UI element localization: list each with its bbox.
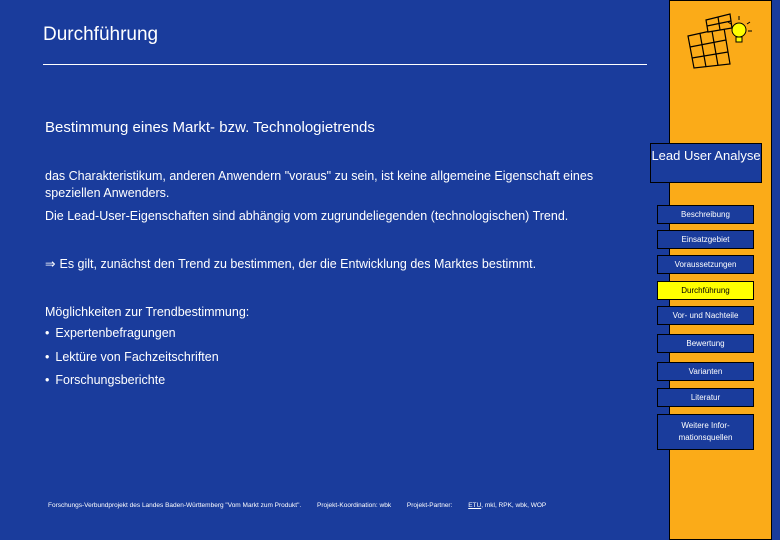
footer-coordination: Projekt-Koordination: wbk bbox=[317, 502, 392, 509]
sidebar-item-vor-und-nachteile[interactable]: Vor- und Nachteile bbox=[657, 306, 754, 325]
footer-partners bbox=[407, 502, 560, 509]
sidebar-item-bewertung[interactable]: Bewertung bbox=[657, 334, 754, 353]
paragraph-dependency: Die Lead-User-Eigenschaften sind abhängig vom zugrundeliegenden (technologischen) Trend. bbox=[45, 209, 569, 223]
title-divider bbox=[43, 64, 647, 65]
grid-lightbulb-icon bbox=[684, 10, 754, 70]
footer-partners-prefix: Projekt-Partner: bbox=[406, 502, 455, 509]
conclusion-text: Es gilt, zunächst den Trend zu bestimmen, der die Entwicklung des Marktes bestimmt. bbox=[59, 257, 537, 271]
sidebar-item-varianten[interactable]: Varianten bbox=[657, 362, 754, 381]
sidebar-item-durchfuehrung[interactable]: Durchführung bbox=[657, 281, 754, 300]
paragraph-characteristic: das Charakteristikum, anderen Anwendern "voraus" zu sein, ist keine allgemeine Eigenschaft eines speziellen Anwenders. bbox=[45, 169, 594, 200]
sidebar-item-voraussetzungen[interactable]: Voraussetzungen bbox=[657, 255, 754, 274]
sidebar-section-lead-user-analyse[interactable]: Lead User Analyse bbox=[650, 143, 762, 183]
list-heading: Möglichkeiten zur Trendbestimmung: bbox=[45, 305, 250, 319]
implication-symbol: ⇒ bbox=[45, 257, 56, 271]
section-subtitle: Bestimmung eines Markt- bzw. Technologietrends bbox=[45, 119, 375, 136]
list-item: • Forschungsberichte bbox=[45, 372, 219, 396]
footer-partners-suffix: , mkl, RPK, wbk, WOP bbox=[481, 502, 547, 509]
sidebar-item-beschreibung[interactable]: Beschreibung bbox=[657, 205, 754, 224]
page-title: Durchführung bbox=[43, 24, 159, 45]
footer-partner-link[interactable]: ETU bbox=[468, 502, 482, 509]
paragraph-conclusion bbox=[45, 256, 536, 273]
footer bbox=[48, 502, 574, 509]
sidebar-item-weitere-informationsquellen[interactable]: Weitere Infor- mationsquellen bbox=[657, 414, 754, 450]
sidebar-item-literatur[interactable]: Literatur bbox=[657, 388, 754, 407]
sidebar-item-einsatzgebiet[interactable]: Einsatzgebiet bbox=[657, 230, 754, 249]
trend-methods-list bbox=[45, 325, 219, 396]
list-item: • Lektüre von Fachzeitschriften bbox=[45, 349, 219, 373]
footer-project: Forschungs-Verbundprojekt des Landes Baden-Württemberg "Vom Markt zum Produkt". bbox=[48, 502, 302, 509]
list-item: • Expertenbefragungen bbox=[45, 325, 219, 349]
